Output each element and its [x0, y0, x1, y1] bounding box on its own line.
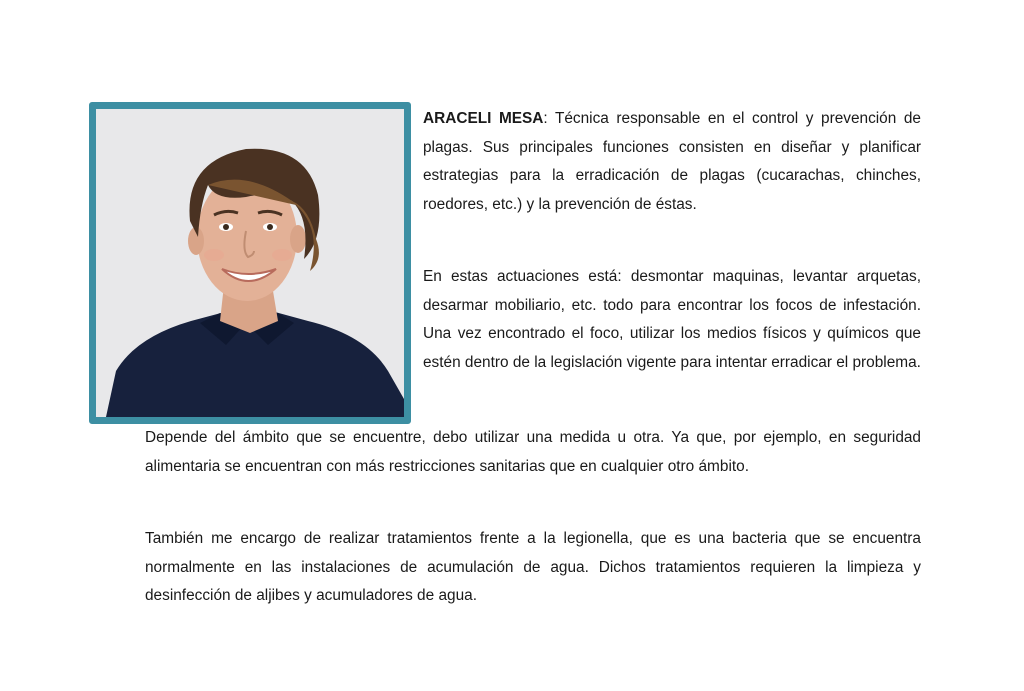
person-name: ARACELI MESA — [423, 110, 544, 127]
legionella-paragraph: También me encargo de realizar tratamientos frente a la legionella, que es una bacteria que se encuentra normalmente en las instalaciones de acumulación de agua. Dichos tratamientos requieren la limpieza y desinfección de aljibes y acumuladores de agua. — [145, 530, 921, 604]
portrait-image — [96, 109, 404, 417]
intro-text: : Técnica responsable en el control y prevención de plagas. Sus principales funciones consisten en diseñar y planificar estrategias para la erradicación de plagas (cucarachas, chinches, roedores, etc.) y la prevención de éstas. — [423, 110, 921, 213]
duties-paragraph: En estas actuaciones está: desmontar maquinas, levantar arquetas, desarmar mobiliario, etc. todo para encontrar los focos de infestación. Una vez encontrado el foco, utilizar los medios físicos y químicos que estén dentro de la legislación vigente para intentar erradicar el problema. — [423, 268, 921, 371]
scope-paragraph: Depende del ámbito que se encuentre, debo utilizar una medida u otra. Ya que, por ejemplo, en seguridad alimentaria se encuentran con más restricciones sanitarias que en cualquier otro ámbito. — [145, 429, 921, 475]
profile-photo — [89, 102, 411, 424]
intro-paragraph — [423, 105, 921, 219]
